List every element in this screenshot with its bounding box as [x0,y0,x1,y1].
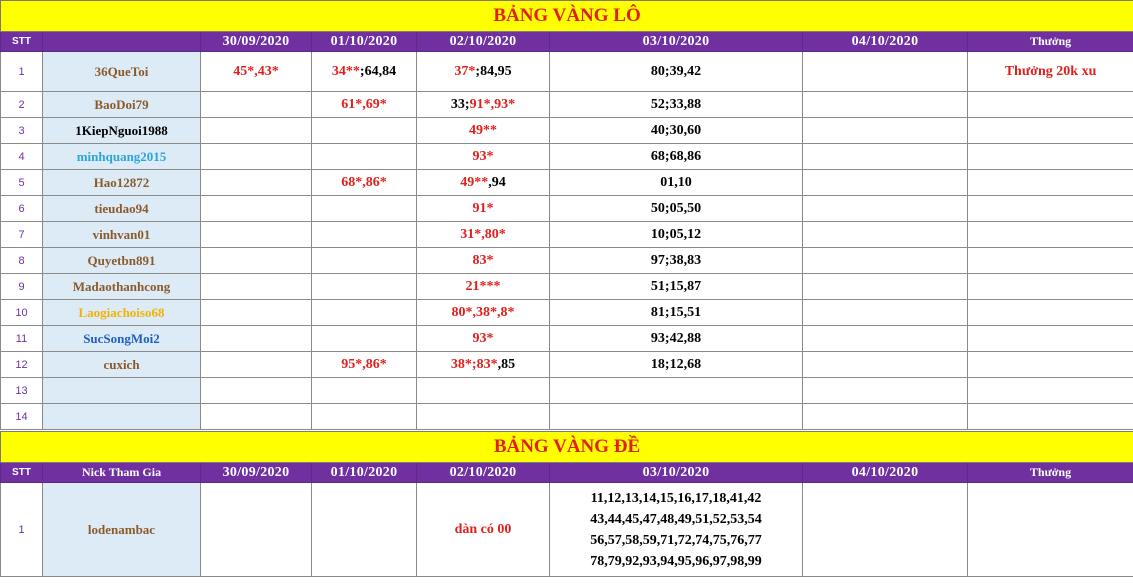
lo-row [1,170,1133,196]
lo-row [1,144,1133,170]
lo-row-bonus [968,326,1133,352]
lo-row-date-3 [417,222,550,248]
lo-row-date-2 [312,378,417,404]
lo-row-date-2 [312,404,417,430]
lo-header-stt: STT [1,32,43,52]
lo-row-nick: Hao12872 [43,170,201,196]
lo-row [1,352,1133,378]
lo-row [1,118,1133,144]
lo-row-nick: 36QueToi [43,52,201,92]
lo-row-stt: 10 [1,300,43,326]
lo-row-date-4 [550,326,803,352]
lo-row-date-4 [550,52,803,92]
lo-row-stt: 5 [1,170,43,196]
lo-number-segment: 18;12,68 [650,356,702,372]
lo-row-date-4 [550,274,803,300]
lo-row-date-1 [201,352,312,378]
lo-row-date-3 [417,326,550,352]
lo-row-date-2 [312,326,417,352]
lo-row-date-2 [312,196,417,222]
de-header-date-4: 03/10/2020 [550,463,803,483]
de-header-nick: Nick Tham Gia [43,463,201,483]
de-number-line: 78,79,92,93,94,95,96,97,98,99 [590,553,762,569]
lo-row-date-3 [417,52,550,92]
lo-number-segment: 80;39,42 [650,63,702,79]
lo-row-bonus [968,352,1133,378]
lo-row-date-5 [803,52,968,92]
lo-number-segment: 68;68,86 [650,148,702,164]
lo-row-bonus: Thưởng 20k xu [968,52,1133,92]
de-row-date-4 [550,483,803,577]
lo-number-segment: 97;38,83 [650,252,702,268]
lo-row-date-3 [417,196,550,222]
lo-row [1,300,1133,326]
lo-row-date-1 [201,248,312,274]
lo-row-date-3 [417,378,550,404]
lo-row-date-1 [201,300,312,326]
lo-row-date-1 [201,92,312,118]
lo-row [1,222,1133,248]
lo-header-date-2: 01/10/2020 [312,32,417,52]
lo-row-date-1 [201,52,312,92]
lo-row-date-2 [312,170,417,196]
lo-number-segment: 95*,86* [341,356,387,372]
lo-row-date-2 [312,300,417,326]
lo-row-date-2 [312,118,417,144]
lo-row-stt: 7 [1,222,43,248]
lo-row-date-5 [803,248,968,274]
lo-row-date-2 [312,274,417,300]
lo-row-stt: 9 [1,274,43,300]
lo-row-stt: 4 [1,144,43,170]
lo-row-stt: 2 [1,92,43,118]
lo-number-segment: 21*** [465,278,501,294]
lo-row [1,404,1133,430]
lo-row-date-3 [417,144,550,170]
lo-row-date-5 [803,118,968,144]
lo-row-date-2 [312,222,417,248]
de-header-stt: STT [1,463,43,483]
lo-number-segment: 68*,86* [341,174,387,190]
lo-row-bonus [968,378,1133,404]
lo-row-date-3 [417,170,550,196]
lo-row-nick [43,404,201,430]
lo-row-stt: 6 [1,196,43,222]
lo-row-date-1 [201,404,312,430]
lo-row-date-2 [312,92,417,118]
lo-title: BẢNG VÀNG LÔ [1,1,1133,32]
lo-row-bonus [968,144,1133,170]
lo-row-bonus [968,118,1133,144]
lo-row-nick: vinhvan01 [43,222,201,248]
de-number-line: 43,44,45,47,48,49,51,52,53,54 [590,511,762,527]
lo-row-bonus [968,274,1133,300]
lo-row-bonus [968,92,1133,118]
lo-row-date-4 [550,248,803,274]
lo-row-nick: Madaothanhcong [43,274,201,300]
lo-number-segment: 37* [454,63,476,79]
lo-row-bonus [968,170,1133,196]
lo-number-segment: ;84,95 [475,63,512,79]
de-table [0,431,1133,577]
lo-header-date-5: 04/10/2020 [803,32,968,52]
lo-row-date-4 [550,92,803,118]
de-number-line: 11,12,13,14,15,16,17,18,41,42 [590,490,762,506]
de-header-date-2: 01/10/2020 [312,463,417,483]
lo-row-date-2 [312,144,417,170]
lo-row-date-3 [417,92,550,118]
lo-row-nick: 1KiepNguoi1988 [43,118,201,144]
lo-row-bonus [968,196,1133,222]
de-row-date-5 [803,483,968,577]
lo-row [1,92,1133,118]
lo-row-date-4 [550,144,803,170]
lo-header-date-4: 03/10/2020 [550,32,803,52]
lo-row-bonus [968,404,1133,430]
lo-row-nick [43,378,201,404]
lo-row-date-2 [312,352,417,378]
de-row-bonus [968,483,1133,577]
lo-row-date-3 [417,248,550,274]
lo-header-nick [43,32,201,52]
lo-row-date-2 [312,52,417,92]
lo-row-date-2 [312,248,417,274]
lo-row-bonus [968,222,1133,248]
lo-number-segment: 01,10 [660,174,692,190]
lo-row-date-4 [550,352,803,378]
lo-row-date-3 [417,118,550,144]
lo-row-stt: 11 [1,326,43,352]
lo-row-nick: BaoDoi79 [43,92,201,118]
lo-number-segment: 83* [472,252,494,268]
lo-number-segment: ;64,84 [359,63,397,79]
lo-row-stt: 14 [1,404,43,430]
lo-row-date-1 [201,274,312,300]
lo-number-segment: 31*,80* [460,226,506,242]
lo-row-date-5 [803,352,968,378]
lo-row-stt: 8 [1,248,43,274]
lo-row-date-5 [803,222,968,248]
lo-number-segment: ,85 [497,356,516,372]
de-title: BẢNG VÀNG ĐỀ [1,432,1133,463]
lo-row-date-1 [201,326,312,352]
lo-number-segment: 40;30,60 [650,122,702,138]
de-header-row [1,463,1133,483]
lo-header-bonus: Thưởng [968,32,1133,52]
lo-row-bonus [968,248,1133,274]
lo-number-segment: 61*,69* [341,96,387,112]
lo-number-segment: 49** [460,174,489,190]
lo-number-segment: 49** [469,122,497,138]
lo-number-segment: 45*,43* [233,63,279,79]
lo-number-segment: 81;15,51 [650,304,702,320]
lo-number-segment: 33; [450,96,470,112]
lo-row-date-5 [803,196,968,222]
lo-row-date-4 [550,378,803,404]
lo-row-nick: tieudao94 [43,196,201,222]
lo-row-date-4 [550,222,803,248]
lo-number-segment: 34** [331,63,360,79]
lo-number-segment: 93* [472,148,494,164]
lo-row [1,52,1133,92]
lo-row-date-5 [803,170,968,196]
lo-row-date-5 [803,144,968,170]
lo-number-segment: 51;15,87 [650,278,702,294]
lo-row-date-3 [417,404,550,430]
lo-row [1,196,1133,222]
de-row-date-1 [201,483,312,577]
lo-row-date-1 [201,196,312,222]
lo-row-date-5 [803,274,968,300]
de-header-bonus: Thưởng [968,463,1133,483]
lo-row-date-4 [550,300,803,326]
lo-row [1,326,1133,352]
lo-number-segment: 50;05,50 [650,200,702,216]
de-header-date-5: 04/10/2020 [803,463,968,483]
lo-row-date-3 [417,274,550,300]
lo-number-segment: 93* [472,330,494,346]
lo-row-stt: 1 [1,52,43,92]
lo-number-segment: 80*,38*,8* [451,304,515,320]
lo-number-segment: 91*,93* [469,96,516,112]
de-row-date-2 [312,483,417,577]
lo-row-stt: 12 [1,352,43,378]
lo-row-stt: 3 [1,118,43,144]
lo-header-row [1,32,1133,52]
lo-row [1,248,1133,274]
lo-number-segment: ,94 [488,174,506,190]
de-row-stt: 1 [1,483,43,577]
lo-row-date-5 [803,404,968,430]
lo-row-nick: Laogiachoiso68 [43,300,201,326]
lo-row-nick: cuxich [43,352,201,378]
lo-row [1,378,1133,404]
lo-number-segment: 10;05,12 [650,226,702,242]
lo-row-nick: Quyetbn891 [43,248,201,274]
lo-row-date-1 [201,222,312,248]
lo-row-date-5 [803,326,968,352]
de-header-date-3: 02/10/2020 [417,463,550,483]
lo-row-nick: SucSongMoi2 [43,326,201,352]
lo-row [1,274,1133,300]
de-number-line: 56,57,58,59,71,72,74,75,76,77 [590,532,762,548]
lo-row-date-1 [201,170,312,196]
lo-number-segment: 38*;83* [450,356,498,372]
lo-row-stt: 13 [1,378,43,404]
lo-row-date-3 [417,352,550,378]
lo-row-date-5 [803,92,968,118]
lo-row-date-5 [803,300,968,326]
de-row [1,483,1133,577]
lo-row-date-5 [803,378,968,404]
lo-row-nick: minhquang2015 [43,144,201,170]
de-row-date-3: dàn có 00 [417,483,550,577]
lo-row-date-1 [201,118,312,144]
lo-row-date-1 [201,378,312,404]
lo-number-segment: 52;33,88 [650,96,702,112]
lo-header-date-3: 02/10/2020 [417,32,550,52]
lo-row-date-4 [550,404,803,430]
lo-row-date-1 [201,144,312,170]
lo-number-segment: 93;42,88 [650,330,702,346]
lo-row-date-4 [550,170,803,196]
lo-number-segment: 91* [472,200,494,216]
lo-row-date-4 [550,118,803,144]
lo-row-date-4 [550,196,803,222]
de-header-date-1: 30/09/2020 [201,463,312,483]
lo-row-bonus [968,300,1133,326]
de-row-nick: lodenambac [43,483,201,577]
lo-row-date-3 [417,300,550,326]
lo-header-date-1: 30/09/2020 [201,32,312,52]
